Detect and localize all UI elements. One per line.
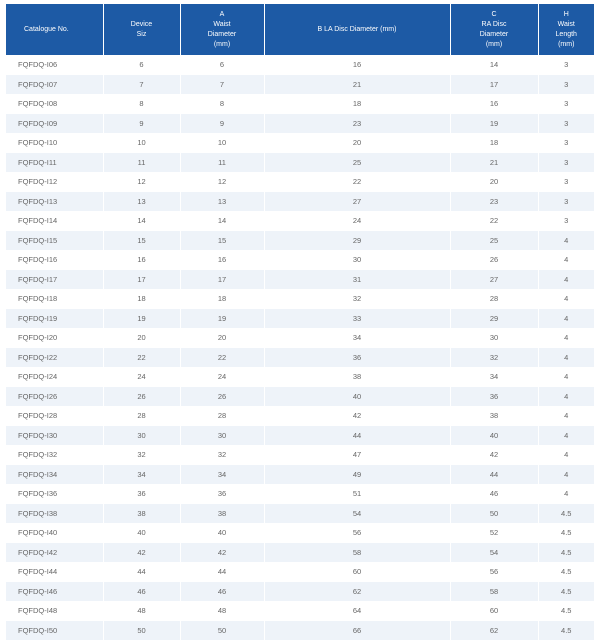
ra-disc-diameter-cell: 56 <box>450 562 538 582</box>
device-size-cell: 6 <box>103 55 180 75</box>
waist-length-cell: 4 <box>538 328 594 348</box>
waist-length-cell: 3 <box>538 55 594 75</box>
device-size-cell: 16 <box>103 250 180 270</box>
catalogue-no-cell: FQFDQ-I17 <box>6 270 103 290</box>
catalogue-no-cell: FQFDQ-I20 <box>6 328 103 348</box>
header-line: (mm) <box>183 40 262 50</box>
waist-length-cell: 4 <box>538 445 594 465</box>
table-row <box>6 309 594 329</box>
la-disc-diameter-cell: 23 <box>264 114 450 134</box>
waist-diameter-cell: 13 <box>180 192 264 212</box>
la-disc-diameter-cell: 21 <box>264 75 450 95</box>
ra-disc-diameter-cell: 46 <box>450 484 538 504</box>
table-row <box>6 94 594 114</box>
waist-diameter-cell: 8 <box>180 94 264 114</box>
la-disc-diameter-cell: 64 <box>264 601 450 621</box>
catalogue-no-cell: FQFDQ-I32 <box>6 445 103 465</box>
catalogue-no-cell: FQFDQ-I11 <box>6 153 103 173</box>
ra-disc-diameter-cell: 42 <box>450 445 538 465</box>
device-size-cell: 7 <box>103 75 180 95</box>
la-disc-diameter-cell: 58 <box>264 543 450 563</box>
header-line: Catalogue No. <box>24 25 101 35</box>
ra-disc-diameter-cell: 21 <box>450 153 538 173</box>
header-line: Diameter <box>453 30 536 40</box>
device-size-cell: 8 <box>103 94 180 114</box>
waist-diameter-cell: 28 <box>180 406 264 426</box>
header-line: Siz <box>106 30 178 40</box>
table-row <box>6 406 594 426</box>
la-disc-diameter-cell: 56 <box>264 523 450 543</box>
table-row <box>6 250 594 270</box>
header-line: Device <box>106 20 178 30</box>
la-disc-diameter-cell: 32 <box>264 289 450 309</box>
header-row <box>6 4 594 55</box>
header-a-waist-diameter <box>180 4 264 55</box>
ra-disc-diameter-cell: 18 <box>450 133 538 153</box>
ra-disc-diameter-cell: 14 <box>450 55 538 75</box>
ra-disc-diameter-cell: 60 <box>450 601 538 621</box>
table-row <box>6 270 594 290</box>
waist-length-cell: 4.5 <box>538 543 594 563</box>
device-size-cell: 44 <box>103 562 180 582</box>
table-row <box>6 75 594 95</box>
waist-diameter-cell: 19 <box>180 309 264 329</box>
ra-disc-diameter-cell: 54 <box>450 543 538 563</box>
waist-diameter-cell: 11 <box>180 153 264 173</box>
la-disc-diameter-cell: 49 <box>264 465 450 485</box>
waist-length-cell: 3 <box>538 114 594 134</box>
waist-diameter-cell: 40 <box>180 523 264 543</box>
device-size-cell: 17 <box>103 270 180 290</box>
ra-disc-diameter-cell: 44 <box>450 465 538 485</box>
ra-disc-diameter-cell: 50 <box>450 504 538 524</box>
waist-diameter-cell: 9 <box>180 114 264 134</box>
table-row <box>6 55 594 75</box>
ra-disc-diameter-cell: 38 <box>450 406 538 426</box>
device-size-cell: 22 <box>103 348 180 368</box>
waist-length-cell: 4 <box>538 250 594 270</box>
table-row <box>6 562 594 582</box>
catalogue-no-cell: FQFDQ-I42 <box>6 543 103 563</box>
waist-diameter-cell: 10 <box>180 133 264 153</box>
table-row <box>6 367 594 387</box>
device-size-cell: 50 <box>103 621 180 640</box>
device-size-cell: 42 <box>103 543 180 563</box>
ra-disc-diameter-cell: 23 <box>450 192 538 212</box>
waist-diameter-cell: 17 <box>180 270 264 290</box>
header-line: Diameter <box>183 30 262 40</box>
waist-length-cell: 4 <box>538 387 594 407</box>
ra-disc-diameter-cell: 32 <box>450 348 538 368</box>
waist-diameter-cell: 36 <box>180 484 264 504</box>
ra-disc-diameter-cell: 25 <box>450 231 538 251</box>
table-row <box>6 523 594 543</box>
la-disc-diameter-cell: 20 <box>264 133 450 153</box>
header-catalogue-no <box>6 4 103 55</box>
device-size-cell: 11 <box>103 153 180 173</box>
table-row <box>6 621 594 640</box>
ra-disc-diameter-cell: 16 <box>450 94 538 114</box>
ra-disc-diameter-cell: 36 <box>450 387 538 407</box>
la-disc-diameter-cell: 36 <box>264 348 450 368</box>
ra-disc-diameter-cell: 22 <box>450 211 538 231</box>
la-disc-diameter-cell: 27 <box>264 192 450 212</box>
la-disc-diameter-cell: 22 <box>264 172 450 192</box>
la-disc-diameter-cell: 29 <box>264 231 450 251</box>
device-size-cell: 38 <box>103 504 180 524</box>
waist-length-cell: 3 <box>538 172 594 192</box>
catalogue-no-cell: FQFDQ-I16 <box>6 250 103 270</box>
ra-disc-diameter-cell: 58 <box>450 582 538 602</box>
device-size-cell: 10 <box>103 133 180 153</box>
la-disc-diameter-cell: 54 <box>264 504 450 524</box>
catalogue-no-cell: FQFDQ-I46 <box>6 582 103 602</box>
catalogue-no-cell: FQFDQ-I38 <box>6 504 103 524</box>
header-line: Length <box>541 30 593 40</box>
catalogue-no-cell: FQFDQ-I40 <box>6 523 103 543</box>
device-size-cell: 26 <box>103 387 180 407</box>
table-row <box>6 426 594 446</box>
table-row <box>6 582 594 602</box>
catalogue-no-cell: FQFDQ-I28 <box>6 406 103 426</box>
catalogue-no-cell: FQFDQ-I50 <box>6 621 103 640</box>
la-disc-diameter-cell: 60 <box>264 562 450 582</box>
waist-diameter-cell: 6 <box>180 55 264 75</box>
device-size-cell: 12 <box>103 172 180 192</box>
waist-length-cell: 4.5 <box>538 582 594 602</box>
ra-disc-diameter-cell: 20 <box>450 172 538 192</box>
waist-diameter-cell: 48 <box>180 601 264 621</box>
waist-length-cell: 4 <box>538 465 594 485</box>
la-disc-diameter-cell: 30 <box>264 250 450 270</box>
table-row <box>6 445 594 465</box>
header-line: Waist <box>541 20 593 30</box>
waist-diameter-cell: 44 <box>180 562 264 582</box>
ra-disc-diameter-cell: 30 <box>450 328 538 348</box>
waist-length-cell: 4.5 <box>538 601 594 621</box>
waist-diameter-cell: 34 <box>180 465 264 485</box>
waist-diameter-cell: 22 <box>180 348 264 368</box>
device-size-cell: 18 <box>103 289 180 309</box>
device-size-cell: 19 <box>103 309 180 329</box>
waist-length-cell: 3 <box>538 153 594 173</box>
ra-disc-diameter-cell: 52 <box>450 523 538 543</box>
header-device-size <box>103 4 180 55</box>
header-c-ra-disc-diameter <box>450 4 538 55</box>
waist-length-cell: 4 <box>538 231 594 251</box>
header-line: RA Disc <box>453 20 536 30</box>
la-disc-diameter-cell: 66 <box>264 621 450 640</box>
device-size-cell: 46 <box>103 582 180 602</box>
device-size-cell: 32 <box>103 445 180 465</box>
la-disc-diameter-cell: 25 <box>264 153 450 173</box>
waist-length-cell: 4 <box>538 289 594 309</box>
catalogue-no-cell: FQFDQ-I48 <box>6 601 103 621</box>
waist-length-cell: 4 <box>538 270 594 290</box>
header-line: C <box>453 10 536 20</box>
catalogue-no-cell: FQFDQ-I10 <box>6 133 103 153</box>
ra-disc-diameter-cell: 26 <box>450 250 538 270</box>
table-row <box>6 153 594 173</box>
device-size-cell: 20 <box>103 328 180 348</box>
waist-length-cell: 3 <box>538 192 594 212</box>
waist-length-cell: 4 <box>538 484 594 504</box>
table-row <box>6 387 594 407</box>
catalogue-no-cell: FQFDQ-I24 <box>6 367 103 387</box>
waist-diameter-cell: 18 <box>180 289 264 309</box>
table-row <box>6 484 594 504</box>
header-h-waist-length <box>538 4 594 55</box>
device-size-cell: 13 <box>103 192 180 212</box>
device-size-cell: 48 <box>103 601 180 621</box>
catalogue-no-cell: FQFDQ-I13 <box>6 192 103 212</box>
la-disc-diameter-cell: 33 <box>264 309 450 329</box>
catalogue-no-cell: FQFDQ-I19 <box>6 309 103 329</box>
waist-length-cell: 3 <box>538 75 594 95</box>
waist-length-cell: 4.5 <box>538 523 594 543</box>
ra-disc-diameter-cell: 19 <box>450 114 538 134</box>
table-row <box>6 133 594 153</box>
catalogue-no-cell: FQFDQ-I08 <box>6 94 103 114</box>
spec-table <box>6 4 594 640</box>
device-size-cell: 34 <box>103 465 180 485</box>
table-row <box>6 172 594 192</box>
la-disc-diameter-cell: 38 <box>264 367 450 387</box>
header-line: Waist <box>183 20 262 30</box>
la-disc-diameter-cell: 42 <box>264 406 450 426</box>
catalogue-no-cell: FQFDQ-I15 <box>6 231 103 251</box>
waist-diameter-cell: 38 <box>180 504 264 524</box>
waist-diameter-cell: 50 <box>180 621 264 640</box>
waist-length-cell: 4.5 <box>538 621 594 640</box>
waist-diameter-cell: 12 <box>180 172 264 192</box>
waist-length-cell: 4.5 <box>538 504 594 524</box>
header-b-la-disc-diameter <box>264 4 450 55</box>
waist-length-cell: 3 <box>538 133 594 153</box>
table-row <box>6 601 594 621</box>
header-line: (mm) <box>453 40 536 50</box>
waist-diameter-cell: 14 <box>180 211 264 231</box>
catalogue-no-cell: FQFDQ-I22 <box>6 348 103 368</box>
waist-length-cell: 3 <box>538 94 594 114</box>
header-line: (mm) <box>541 40 593 50</box>
la-disc-diameter-cell: 16 <box>264 55 450 75</box>
waist-diameter-cell: 46 <box>180 582 264 602</box>
waist-diameter-cell: 7 <box>180 75 264 95</box>
header-line: H <box>541 10 593 20</box>
ra-disc-diameter-cell: 27 <box>450 270 538 290</box>
table-row <box>6 328 594 348</box>
device-size-cell: 28 <box>103 406 180 426</box>
waist-diameter-cell: 32 <box>180 445 264 465</box>
waist-diameter-cell: 24 <box>180 367 264 387</box>
ra-disc-diameter-cell: 40 <box>450 426 538 446</box>
device-size-cell: 24 <box>103 367 180 387</box>
table-row <box>6 211 594 231</box>
table-row <box>6 114 594 134</box>
la-disc-diameter-cell: 34 <box>264 328 450 348</box>
table-row <box>6 348 594 368</box>
waist-length-cell: 4.5 <box>538 562 594 582</box>
header-line: B LA Disc Diameter (mm) <box>267 25 448 35</box>
waist-length-cell: 4 <box>538 348 594 368</box>
catalogue-no-cell: FQFDQ-I26 <box>6 387 103 407</box>
waist-diameter-cell: 26 <box>180 387 264 407</box>
table-header <box>6 4 594 55</box>
waist-diameter-cell: 30 <box>180 426 264 446</box>
ra-disc-diameter-cell: 62 <box>450 621 538 640</box>
waist-length-cell: 4 <box>538 426 594 446</box>
catalogue-no-cell: FQFDQ-I44 <box>6 562 103 582</box>
table-row <box>6 231 594 251</box>
ra-disc-diameter-cell: 29 <box>450 309 538 329</box>
waist-diameter-cell: 16 <box>180 250 264 270</box>
catalogue-no-cell: FQFDQ-I34 <box>6 465 103 485</box>
catalogue-no-cell: FQFDQ-I06 <box>6 55 103 75</box>
device-size-cell: 15 <box>103 231 180 251</box>
table-row <box>6 289 594 309</box>
table-body <box>6 55 594 640</box>
ra-disc-diameter-cell: 17 <box>450 75 538 95</box>
header-line: A <box>183 10 262 20</box>
device-size-cell: 14 <box>103 211 180 231</box>
catalogue-no-cell: FQFDQ-I14 <box>6 211 103 231</box>
catalogue-no-cell: FQFDQ-I12 <box>6 172 103 192</box>
table-row <box>6 192 594 212</box>
ra-disc-diameter-cell: 34 <box>450 367 538 387</box>
la-disc-diameter-cell: 24 <box>264 211 450 231</box>
waist-diameter-cell: 20 <box>180 328 264 348</box>
table-row <box>6 465 594 485</box>
catalogue-no-cell: FQFDQ-I07 <box>6 75 103 95</box>
catalogue-no-cell: FQFDQ-I30 <box>6 426 103 446</box>
catalogue-no-cell: FQFDQ-I18 <box>6 289 103 309</box>
waist-length-cell: 4 <box>538 367 594 387</box>
device-size-cell: 30 <box>103 426 180 446</box>
la-disc-diameter-cell: 40 <box>264 387 450 407</box>
catalogue-no-cell: FQFDQ-I09 <box>6 114 103 134</box>
table-row <box>6 504 594 524</box>
device-size-cell: 9 <box>103 114 180 134</box>
waist-diameter-cell: 15 <box>180 231 264 251</box>
la-disc-diameter-cell: 51 <box>264 484 450 504</box>
la-disc-diameter-cell: 62 <box>264 582 450 602</box>
la-disc-diameter-cell: 44 <box>264 426 450 446</box>
device-size-cell: 40 <box>103 523 180 543</box>
la-disc-diameter-cell: 47 <box>264 445 450 465</box>
la-disc-diameter-cell: 31 <box>264 270 450 290</box>
waist-length-cell: 4 <box>538 309 594 329</box>
table-row <box>6 543 594 563</box>
device-size-cell: 36 <box>103 484 180 504</box>
waist-diameter-cell: 42 <box>180 543 264 563</box>
waist-length-cell: 4 <box>538 406 594 426</box>
la-disc-diameter-cell: 18 <box>264 94 450 114</box>
ra-disc-diameter-cell: 28 <box>450 289 538 309</box>
waist-length-cell: 3 <box>538 211 594 231</box>
catalogue-no-cell: FQFDQ-I36 <box>6 484 103 504</box>
